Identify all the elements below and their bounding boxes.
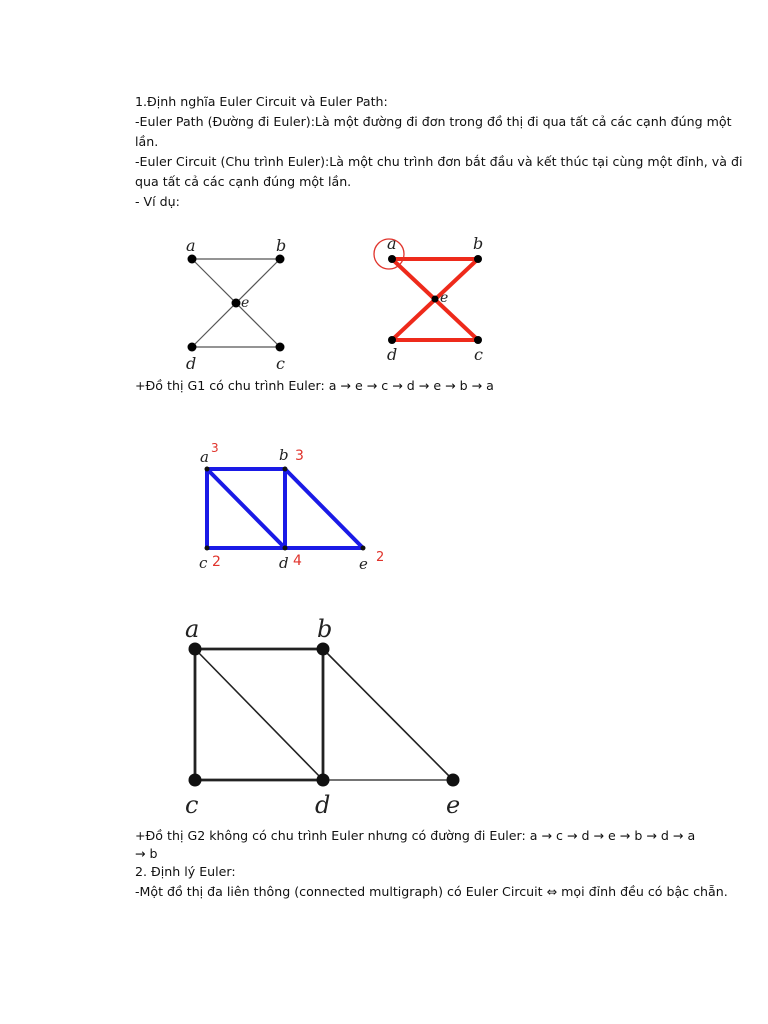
vertex-c bbox=[474, 336, 482, 344]
label-c: c bbox=[199, 554, 208, 572]
vertex-e bbox=[232, 299, 241, 308]
vertex-b bbox=[283, 467, 288, 472]
vertex-c bbox=[276, 343, 285, 352]
degree-b: 3 bbox=[295, 448, 304, 464]
degree-e: 2 bbox=[376, 550, 385, 565]
vertex-b bbox=[474, 255, 482, 263]
edge-b-e bbox=[285, 469, 363, 548]
g1-caption: +Đồ thị G1 có chu trình Euler: a → e → c → d → e → b → a bbox=[135, 378, 494, 393]
vertex-e bbox=[361, 546, 366, 551]
vertex-d bbox=[388, 336, 396, 344]
label-a: a bbox=[200, 448, 209, 466]
label-d: d bbox=[315, 791, 331, 819]
label-a: a bbox=[185, 615, 200, 643]
label-b: b bbox=[473, 234, 484, 253]
graph-g1-euler-circuit bbox=[365, 230, 495, 375]
vertex-d bbox=[317, 774, 330, 787]
vertex-a bbox=[188, 255, 197, 264]
label-b: b bbox=[279, 446, 289, 464]
euler-circuit-definition-line1: -Euler Circuit (Chu trình Euler):Là một chu trình đơn bắt đầu và kết thúc tại cùng một đỉnh, và đi bbox=[135, 154, 743, 169]
degree-d: 4 bbox=[293, 553, 302, 569]
example-label: - Ví dụ: bbox=[135, 194, 180, 209]
vertex-c bbox=[189, 774, 202, 787]
g2-edges bbox=[195, 649, 453, 780]
g2-caption-line2: → b bbox=[135, 846, 158, 861]
label-a: a bbox=[387, 234, 397, 253]
label-c: c bbox=[185, 791, 199, 819]
vertex-a bbox=[205, 467, 210, 472]
g2-caption-line1: +Đồ thị G2 không có chu trình Euler nhưng có đường đi Euler: a → c → d → e → b → d → a bbox=[135, 828, 696, 843]
vertex-a bbox=[189, 643, 202, 656]
vertex-e bbox=[432, 296, 439, 303]
euler-circuit-definition-line2: qua tất cả các cạnh đúng một lần. bbox=[135, 174, 352, 189]
vertex-b bbox=[276, 255, 285, 264]
label-d: d bbox=[279, 554, 289, 572]
section2-title: 2. Định lý Euler: bbox=[135, 864, 236, 879]
section1-title: 1.Định nghĩa Euler Circuit và Euler Path: bbox=[135, 94, 388, 109]
edge-a-d bbox=[195, 649, 323, 780]
label-e: e bbox=[359, 555, 368, 573]
label-e: e bbox=[241, 295, 250, 311]
vertex-e bbox=[447, 774, 460, 787]
label-c: c bbox=[276, 354, 285, 373]
label-d: d bbox=[387, 345, 398, 364]
vertex-a bbox=[388, 255, 396, 263]
graph-g2-plain bbox=[175, 612, 475, 822]
graph-g2-degrees bbox=[195, 438, 395, 573]
degree-c: 2 bbox=[212, 554, 221, 570]
euler-path-definition-line1: -Euler Path (Đường đi Euler):Là một đường đi đơn trong đồ thị đi qua tất cả các cạnh đúng một bbox=[135, 114, 732, 129]
vertex-b bbox=[317, 643, 330, 656]
label-d: d bbox=[186, 354, 197, 373]
vertex-c bbox=[205, 546, 210, 551]
edge-b-e bbox=[323, 649, 453, 780]
label-b: b bbox=[317, 615, 333, 643]
euler-path-definition-line2: lần. bbox=[135, 134, 159, 149]
label-e: e bbox=[446, 791, 461, 819]
label-b: b bbox=[276, 236, 287, 255]
graph-g1-plain bbox=[180, 230, 300, 375]
edge-a-d bbox=[207, 469, 285, 548]
euler-theorem-line: -Một đồ thị đa liên thông (connected multigraph) có Euler Circuit ⇔ mọi đỉnh đều có bậc chẵn. bbox=[135, 884, 728, 899]
label-c: c bbox=[474, 345, 483, 364]
vertex-d bbox=[283, 546, 288, 551]
g2-blue-edges bbox=[207, 469, 363, 548]
vertex-d bbox=[188, 343, 197, 352]
label-a: a bbox=[186, 236, 196, 255]
degree-a: 3 bbox=[211, 441, 219, 455]
label-e: e bbox=[440, 290, 449, 306]
